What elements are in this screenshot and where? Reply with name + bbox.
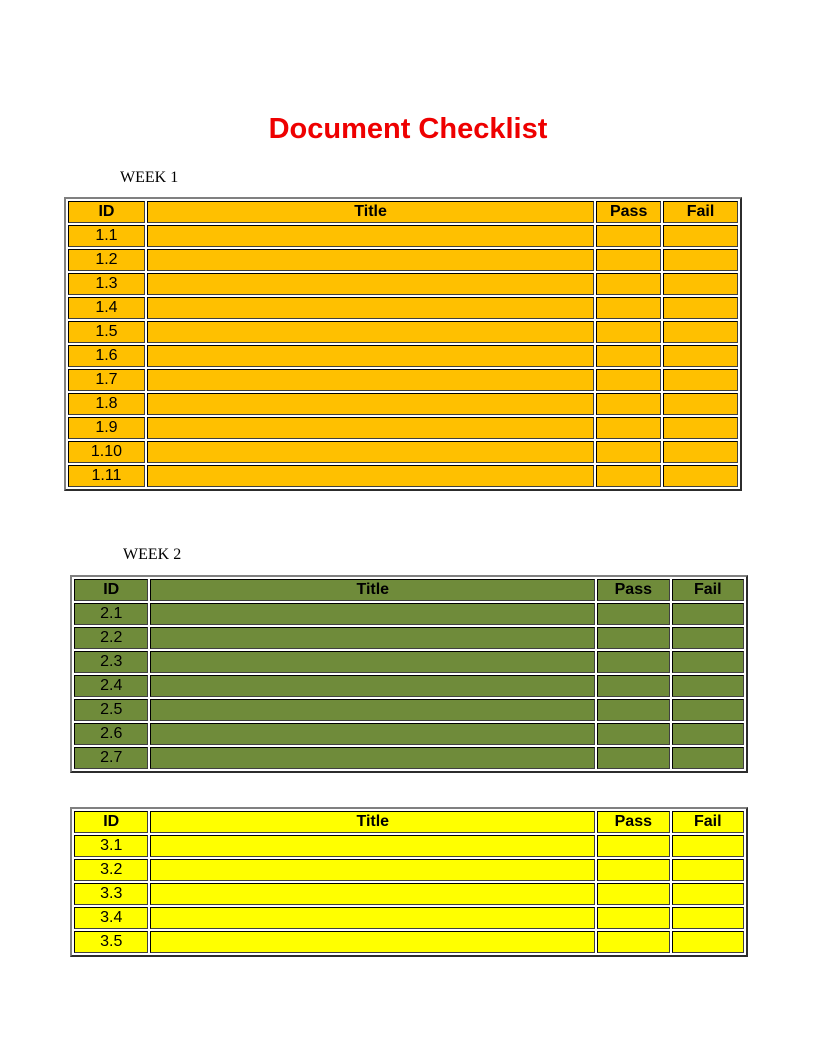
row-pass-cell[interactable] [597,907,669,929]
row-fail-cell[interactable] [672,859,744,881]
row-id-cell: 1.9 [68,417,145,439]
id-column-header: ID [74,579,148,601]
row-pass-cell[interactable] [597,651,669,673]
row-fail-cell[interactable] [663,417,738,439]
week-1-table [64,197,742,491]
row-pass-cell[interactable] [596,441,661,463]
title-column-header: Title [147,201,594,223]
row-title-cell[interactable] [150,699,595,721]
row-title-cell[interactable] [147,249,594,271]
row-fail-cell[interactable] [663,249,738,271]
row-title-cell[interactable] [147,273,594,295]
table-row [74,747,744,769]
row-id-cell: 3.3 [74,883,148,905]
table-row [74,835,744,857]
week-1-label: WEEK 1 [120,169,179,186]
row-id-cell: 2.6 [74,723,148,745]
row-pass-cell[interactable] [597,931,669,953]
table-row [74,907,744,929]
table-row [68,441,738,463]
row-title-cell[interactable] [150,651,595,673]
row-fail-cell[interactable] [672,883,744,905]
row-id-cell: 2.5 [74,699,148,721]
row-fail-cell[interactable] [663,369,738,391]
row-pass-cell[interactable] [597,883,669,905]
row-title-cell[interactable] [147,465,594,487]
row-fail-cell[interactable] [663,441,738,463]
week-3-table [70,807,748,957]
row-title-cell[interactable] [147,393,594,415]
row-id-cell: 1.1 [68,225,145,247]
row-id-cell: 1.4 [68,297,145,319]
table-row [74,883,744,905]
table-row [74,603,744,625]
table-row [74,859,744,881]
row-pass-cell[interactable] [596,417,661,439]
row-pass-cell[interactable] [596,249,661,271]
row-fail-cell[interactable] [663,345,738,367]
row-title-cell[interactable] [147,321,594,343]
table-row [74,723,744,745]
row-id-cell: 1.10 [68,441,145,463]
row-title-cell[interactable] [147,345,594,367]
row-pass-cell[interactable] [597,603,669,625]
row-id-cell: 1.3 [68,273,145,295]
row-fail-cell[interactable] [672,747,744,769]
row-id-cell: 1.5 [68,321,145,343]
row-pass-cell[interactable] [596,225,661,247]
row-id-cell: 3.1 [74,835,148,857]
week-2-label: WEEK 2 [123,546,182,563]
row-id-cell: 1.7 [68,369,145,391]
row-pass-cell[interactable] [597,747,669,769]
row-fail-cell[interactable] [672,603,744,625]
row-fail-cell[interactable] [672,931,744,953]
table-row [68,417,738,439]
row-id-cell: 2.3 [74,651,148,673]
title-column-header: Title [150,811,595,833]
row-pass-cell[interactable] [597,699,669,721]
table-row [74,931,744,953]
row-id-cell: 2.1 [74,603,148,625]
pass-column-header: Pass [597,811,669,833]
row-title-cell[interactable] [147,441,594,463]
table-row [68,369,738,391]
row-pass-cell[interactable] [597,675,669,697]
table-row [74,651,744,673]
row-title-cell[interactable] [150,675,595,697]
row-fail-cell[interactable] [663,297,738,319]
title-column-header: Title [150,579,595,601]
table-row [74,627,744,649]
row-pass-cell[interactable] [596,465,661,487]
week-2-table [70,575,748,773]
row-pass-cell[interactable] [597,627,669,649]
row-title-cell[interactable] [147,369,594,391]
table-row [68,273,738,295]
row-title-cell[interactable] [150,931,595,953]
row-fail-cell[interactable] [663,225,738,247]
row-fail-cell[interactable] [672,675,744,697]
row-fail-cell[interactable] [663,273,738,295]
page-title: Document Checklist [268,113,548,145]
pass-column-header: Pass [596,201,661,223]
row-fail-cell[interactable] [663,321,738,343]
row-id-cell: 2.2 [74,627,148,649]
row-fail-cell[interactable] [672,651,744,673]
row-id-cell: 3.4 [74,907,148,929]
row-fail-cell[interactable] [663,465,738,487]
table-row [68,393,738,415]
id-column-header: ID [68,201,145,223]
row-fail-cell[interactable] [672,699,744,721]
table-header-row [74,579,744,601]
row-fail-cell[interactable] [672,907,744,929]
row-title-cell[interactable] [150,835,595,857]
row-title-cell[interactable] [150,723,595,745]
row-id-cell: 2.4 [74,675,148,697]
row-fail-cell[interactable] [672,835,744,857]
pass-column-header: Pass [597,579,669,601]
row-id-cell: 1.6 [68,345,145,367]
row-pass-cell[interactable] [597,723,669,745]
row-title-cell[interactable] [150,907,595,929]
row-fail-cell[interactable] [672,723,744,745]
row-pass-cell[interactable] [596,273,661,295]
table-row [74,699,744,721]
row-id-cell: 3.5 [74,931,148,953]
table-row [68,297,738,319]
row-fail-cell[interactable] [663,393,738,415]
row-title-cell[interactable] [150,883,595,905]
row-id-cell: 1.2 [68,249,145,271]
table-header-row [68,201,738,223]
row-title-cell[interactable] [150,747,595,769]
table-row [68,465,738,487]
row-title-cell[interactable] [150,859,595,881]
row-title-cell[interactable] [147,225,594,247]
row-fail-cell[interactable] [672,627,744,649]
row-pass-cell[interactable] [596,321,661,343]
row-id-cell: 1.8 [68,393,145,415]
table-row [68,225,738,247]
id-column-header: ID [74,811,148,833]
row-pass-cell[interactable] [597,859,669,881]
table-row [74,675,744,697]
row-id-cell: 2.7 [74,747,148,769]
row-pass-cell[interactable] [596,345,661,367]
row-pass-cell[interactable] [597,835,669,857]
fail-column-header: Fail [672,579,744,601]
row-pass-cell[interactable] [596,369,661,391]
table-header-row [74,811,744,833]
table-row [68,345,738,367]
row-title-cell[interactable] [147,297,594,319]
row-title-cell[interactable] [150,627,595,649]
table-row [68,249,738,271]
row-title-cell[interactable] [147,417,594,439]
row-pass-cell[interactable] [596,297,661,319]
fail-column-header: Fail [663,201,738,223]
fail-column-header: Fail [672,811,744,833]
row-id-cell: 1.11 [68,465,145,487]
row-id-cell: 3.2 [74,859,148,881]
table-row [68,321,738,343]
row-pass-cell[interactable] [596,393,661,415]
row-title-cell[interactable] [150,603,595,625]
